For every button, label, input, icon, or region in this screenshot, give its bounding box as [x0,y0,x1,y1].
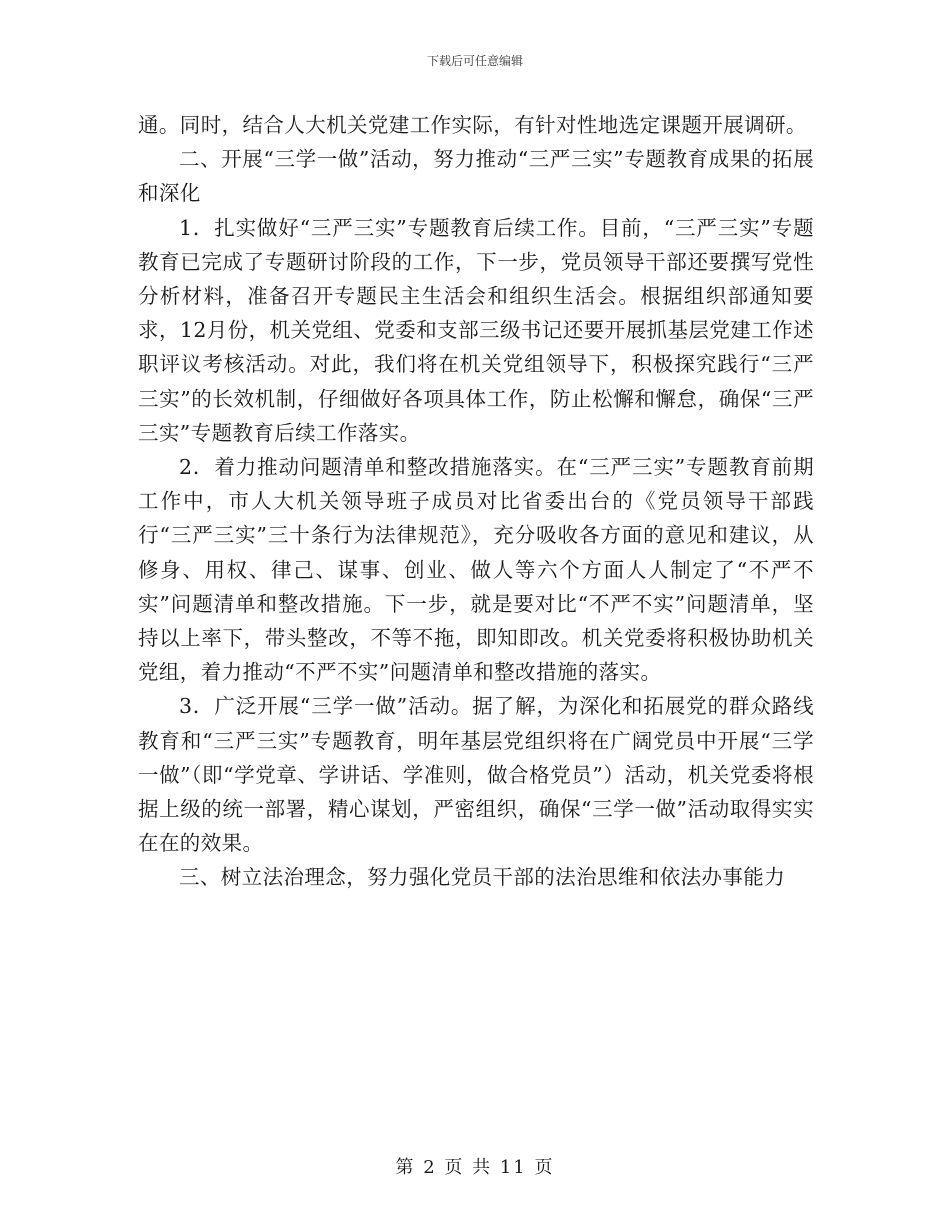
page-header: 下载后可任意编辑 [426,54,523,68]
paragraph: 2．着力推动问题清单和整改措施落实。在“三严三实”专题教育前期工作中，市人大机关领导班子成员对比省委出台的《党员领导干部践行“三严三实”三十条行为法律规范》，充分吸收各方面的意见和建议，从修身、用权、律己、谋事、创业、做人等六个方面人人制定了“不严不实”问题清单和整改措施。下一步，就是要对比“不严不实”问题清单，坚持以上率下，带头整改，不等不拖，即知即改。机关党委将积极协助机关党组，着力推动“不严不实”问题清单和整改措施的落实。 [138,455,814,685]
paragraph: 通。同时，结合人大机关党建工作实际，有针对性地选定课题开展调研。 [138,113,807,137]
document-body [138,108,814,895]
section-heading: 三、树立法治理念，努力强化党员干部的法治思维和依法办事能力 [179,865,786,890]
section-heading: 二、开展“三学一做”活动，努力推动“三严三实”专题教育成果的拓展和深化 [138,147,814,206]
paragraph: 1．扎实做好“三严三实”专题教育后续工作。目前，“三严三实”专题教育已完成了专题研讨阶段的工作，下一步，党员领导干部还要撰写党性分析材料，准备召开专题民主生活会和组织生活会。根据组织部通知要求，12月份，机关党组、党委和支部三级书记还要开展抓基层党建工作述职评议考核活动。对此，我们将在机关党组领导下，积极探究践行“三严三实”的长效机制，仔细做好各项具体工作，防止松懈和懈怠，确保“三严三实”专题教育后续工作落实。 [138,215,814,445]
paragraph: 3．广泛开展“三学一做”活动。据了解，为深化和拓展党的群众路线教育和“三严三实”专题教育，明年基层党组织将在广阔党员中开展“三学一做”（即“学党章、学讲话、学准则，做合格党员”）活动，机关党委将根据上级的统一部署，精心谋划，严密组织，确保“三学一做”活动取得实实在在的效果。 [138,694,814,856]
page-number-footer: 第 2 页 共 11 页 [395,1157,555,1178]
